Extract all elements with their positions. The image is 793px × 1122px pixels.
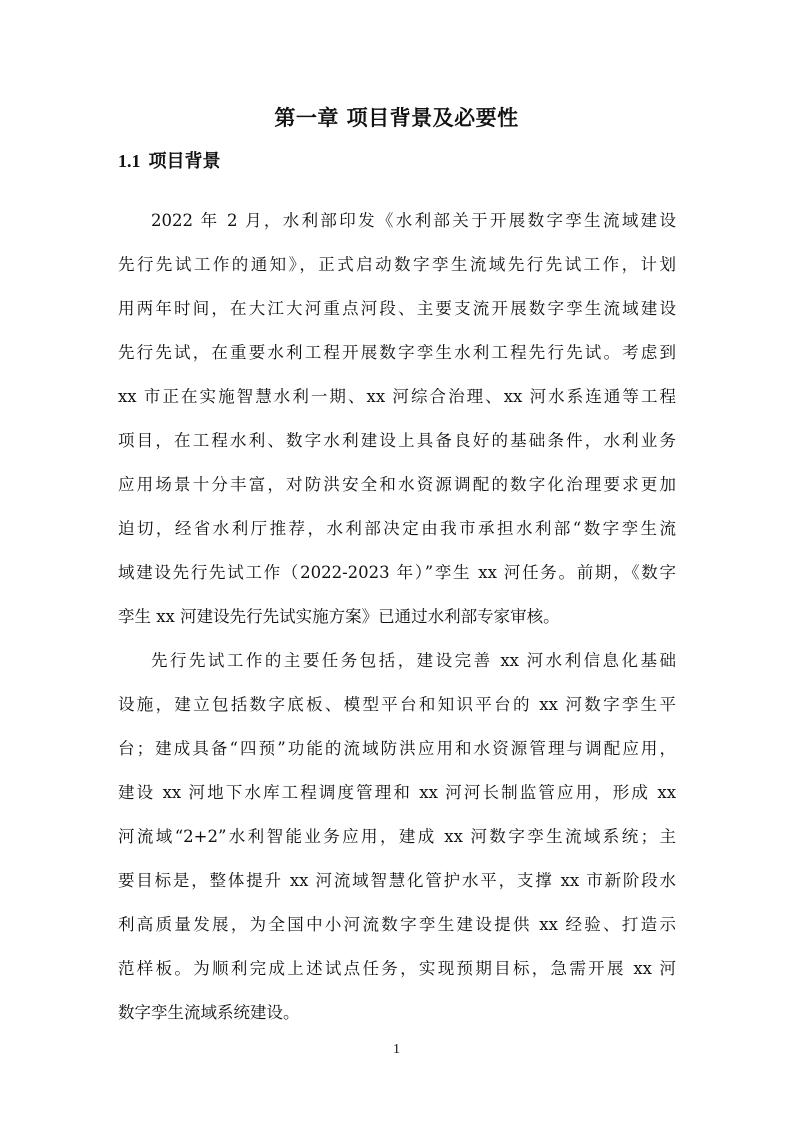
paragraph-line: 河流域“2+2”水利智能业务应用，建成 xx 河数字孪生流域系统；主 [118,827,676,846]
section-number: 1.1 [118,151,141,171]
paragraph-line: 建设 xx 河地下水库工程调度管理和 xx 河河长制监管应用，形成 xx [118,783,676,802]
paragraph-line: 范样板。为顺利完成上述试点任务，实现预期目标，急需开展 xx 河 [118,959,676,978]
paragraph-line: 应用场景十分丰富，对防洪安全和水资源调配的数字化治理要求更加 [118,475,676,494]
paragraph-line: xx 市正在实施智慧水利一期、xx 河综合治理、xx 河水系连通等工程 [118,387,676,406]
paragraph-line: 要目标是，整体提升 xx 河流域智慧化管护水平，支撑 xx 市新阶段水 [118,871,676,890]
paragraph-line: 域建设先行先试工作（2022-2023 年）”孪生 xx 河任务。前期，《数字 [118,563,676,582]
paragraph-line: 2022 年 2 月，水利部印发《水利部关于开展数字孪生流域建设 [151,211,676,230]
paragraph-line: 项目，在工程水利、数字水利建设上具备良好的基础条件，水利业务 [118,431,676,450]
paragraph-line: 先行先试工作的主要任务包括，建设完善 xx 河水利信息化基础 [151,651,676,670]
chapter-title: 第一章 项目背景及必要性 [274,106,519,130]
paragraph-line: 设施，建立包括数字底板、模型平台和知识平台的 xx 河数字孪生平 [118,695,676,714]
paragraph-line: 台；建成具备“四预”功能的流域防洪应用和水资源管理与调配应用， [118,739,676,758]
page-number: 1 [393,1042,400,1057]
section-heading [118,147,221,176]
paragraph-line: 利高质量发展，为全国中小河流数字孪生建设提供 xx 经验、打造示 [118,915,676,934]
paragraph-line: 先行先试，在重要水利工程开展数字孪生水利工程先行先试。考虑到 [118,343,676,362]
paragraph-line: 数字孪生流域系统建设。 [118,1003,300,1022]
paragraph-line: 用两年时间，在大江大河重点河段、主要支流开展数字孪生流域建设 [118,299,676,318]
paragraph-line: 孪生 xx 河建设先行先试实施方案》已通过水利部专家审核。 [118,607,560,626]
paragraph-line: 迫切，经省水利厅推荐，水利部决定由我市承担水利部“数字孪生流 [118,519,676,538]
section-title: 项目背景 [148,151,221,172]
paragraph-line: 先行先试工作的通知》，正式启动数字孪生流域先行先试工作，计划 [118,255,676,274]
